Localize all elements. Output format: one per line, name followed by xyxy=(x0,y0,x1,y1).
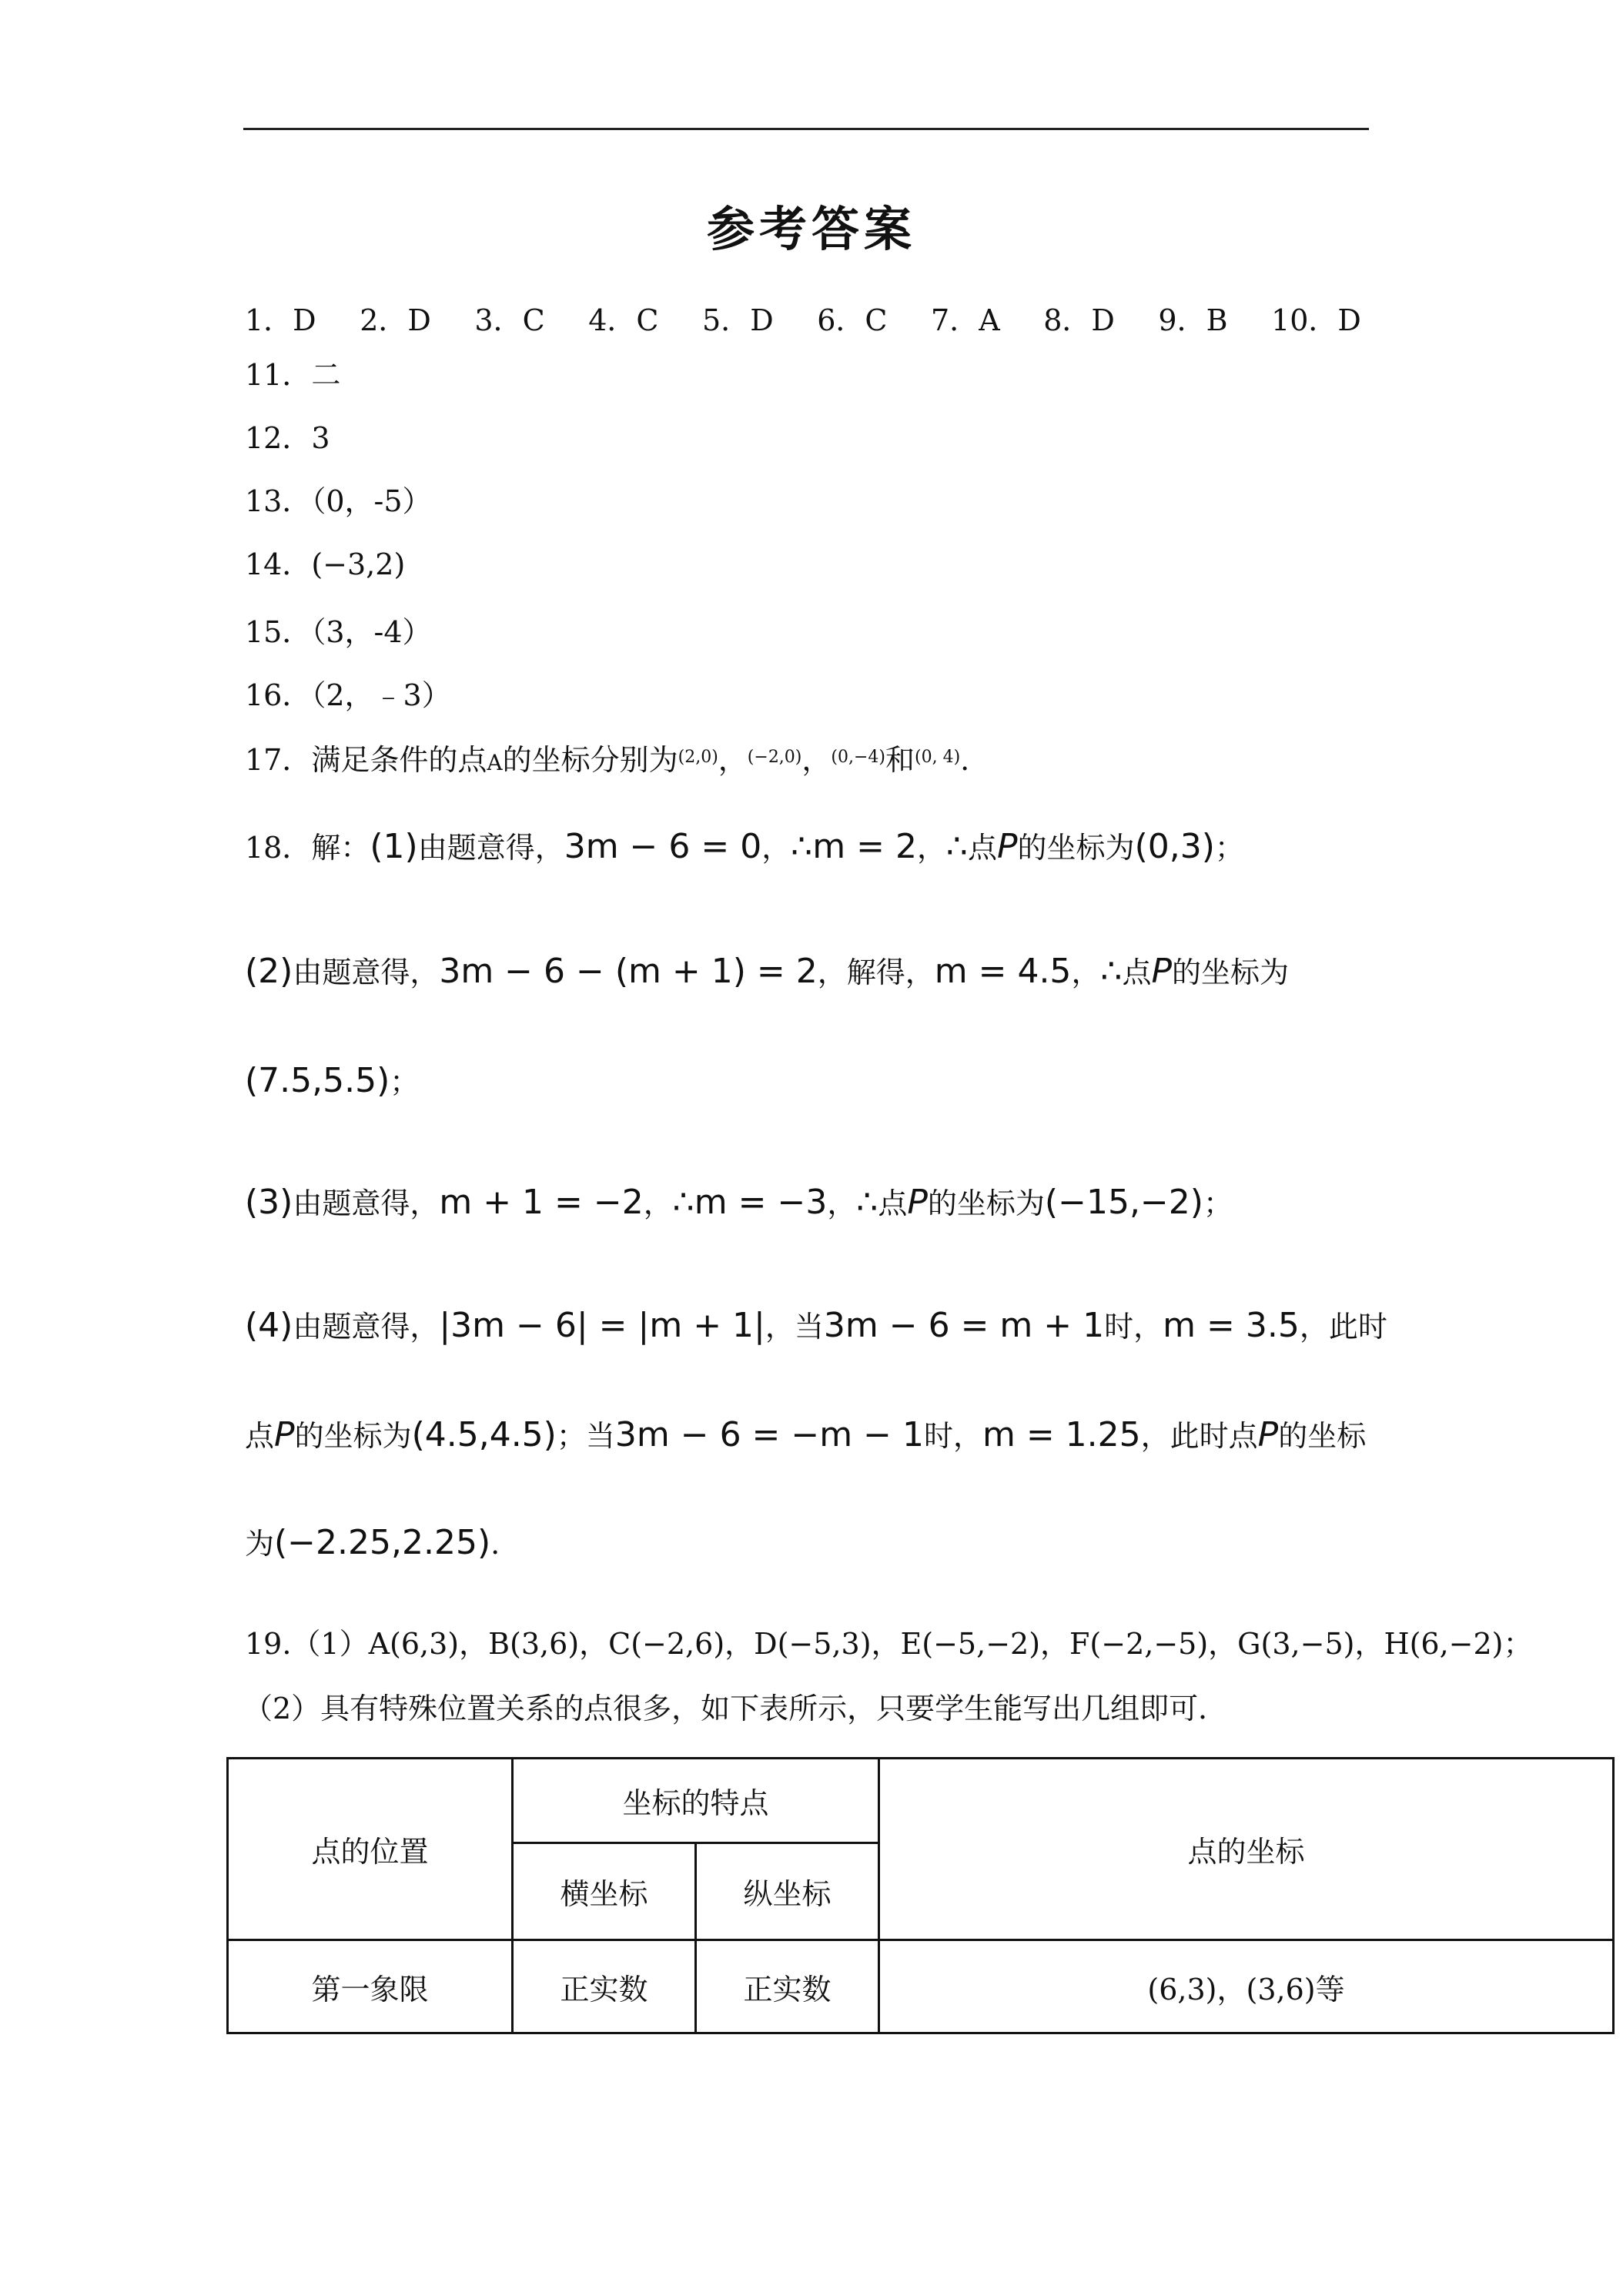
header-feature: 坐标的特点 xyxy=(513,1759,879,1843)
answer-15: 15．（3，-4） xyxy=(245,615,432,649)
point-label: P xyxy=(1151,952,1173,991)
text: 的坐标为 xyxy=(294,1419,412,1453)
text: 为 xyxy=(245,1527,275,1561)
answer-14-value: (−3,2) xyxy=(311,547,406,581)
coordinate: (−2.25,2.25) xyxy=(274,1523,491,1562)
equation: 3m − 6 = −m − 1 xyxy=(614,1415,924,1454)
therefore-symbol: ∴ xyxy=(856,1183,878,1222)
part-label: (4) xyxy=(245,1306,293,1345)
point-label: A xyxy=(487,750,503,775)
coordinate: (−15,−2) xyxy=(1044,1183,1203,1222)
text: 由题意得， xyxy=(417,831,564,865)
text: 时， xyxy=(923,1419,982,1453)
header-x: 横坐标 xyxy=(513,1843,696,1940)
coordinate: (0,−4) xyxy=(831,748,885,767)
point-label: P xyxy=(1257,1415,1279,1454)
text: 点 xyxy=(878,1186,908,1220)
text: ， xyxy=(916,831,946,865)
text: ，此时 xyxy=(1299,1310,1387,1344)
coordinate: (2,0) xyxy=(678,748,718,767)
coordinate: (0, 4) xyxy=(915,748,961,767)
equation: m + 1 = −2 xyxy=(439,1183,644,1222)
therefore-symbol: ∴ xyxy=(1100,952,1123,991)
period: . xyxy=(960,743,970,777)
answer-11: 11．二 xyxy=(245,358,341,392)
text: ；当 xyxy=(556,1419,615,1453)
text: ， xyxy=(643,1186,673,1220)
equation: |3m − 6| = |m + 1| xyxy=(439,1306,765,1345)
text: ， xyxy=(761,831,791,865)
answer-19-line-1: 19.（1）A(6,3)，B(3,6)，C(−2,6)，D(−5,3)，E(−5,−2)，F(−2,−5)，G(3,−5)，H(6,−2)； xyxy=(245,1627,1533,1661)
answer-14 xyxy=(245,547,406,581)
mcq-answer: 1．D xyxy=(245,303,316,337)
cell-y: 正实数 xyxy=(696,1940,879,2033)
coordinate: (4.5,4.5) xyxy=(411,1415,557,1454)
part-label: (3) xyxy=(245,1183,293,1222)
mcq-answers xyxy=(245,296,1361,339)
equation: 3m − 6 − (m + 1) = 2 xyxy=(439,952,818,991)
cell-x: 正实数 xyxy=(513,1940,696,2033)
part-label: (1) xyxy=(370,827,418,866)
answer-12: 12．3 xyxy=(245,421,330,455)
point-label: P xyxy=(274,1415,295,1454)
text: ，此时点 xyxy=(1140,1419,1258,1453)
answer-18-line-2 xyxy=(245,952,1290,991)
mcq-answer: 3．C xyxy=(474,303,545,337)
cell-position: 第一象限 xyxy=(228,1940,513,2033)
mcq-answer: 9．B xyxy=(1158,303,1228,337)
separator: ， xyxy=(718,743,748,777)
coordinate: (−2,0) xyxy=(747,748,802,767)
answer-17-text: 和 xyxy=(885,743,915,777)
part-label: (2) xyxy=(245,952,293,991)
text: 的坐标为 xyxy=(927,1186,1045,1220)
mcq-answer: 7．A xyxy=(931,303,1000,337)
mcq-answer: 4．C xyxy=(588,303,659,337)
answer-18-line-6 xyxy=(245,1415,1367,1454)
answer-16: 16．（2，﹣3） xyxy=(245,678,451,712)
answer-18-line-1 xyxy=(245,827,1244,866)
text: 时， xyxy=(1104,1310,1163,1344)
header-coordinates: 点的坐标 xyxy=(879,1759,1614,1940)
equation: ∴m = 2 xyxy=(791,827,917,866)
answer-18-line-7 xyxy=(245,1523,500,1562)
text: 的坐标为 xyxy=(1172,956,1290,989)
text: 由题意得， xyxy=(293,1186,440,1220)
header-y: 纵坐标 xyxy=(696,1843,879,1940)
equation: m = 4.5 xyxy=(934,952,1072,991)
mcq-answer: 10．D xyxy=(1271,303,1361,337)
answer-18-number: 18． xyxy=(245,831,312,865)
therefore-symbol: ∴ xyxy=(945,827,968,866)
answer-18-line-3 xyxy=(245,1061,420,1100)
mcq-answer: 5．D xyxy=(702,303,774,337)
mcq-answer: 6．C xyxy=(817,303,888,337)
header-rule xyxy=(243,128,1369,130)
text: 的坐标 xyxy=(1278,1419,1367,1453)
text: 由题意得， xyxy=(293,1310,440,1344)
answer-17-text: 的坐标分别为 xyxy=(502,743,678,777)
text: ； xyxy=(1203,1186,1233,1220)
equation: 3m − 6 = m + 1 xyxy=(823,1306,1105,1345)
equation: m = 1.25 xyxy=(982,1415,1141,1454)
answer-17 xyxy=(245,745,969,775)
equation: m = 3.5 xyxy=(1163,1306,1300,1345)
table-row xyxy=(228,1940,1614,2033)
text: ； xyxy=(1214,831,1244,865)
text: ； xyxy=(390,1065,420,1099)
text: 点 xyxy=(1122,956,1152,989)
separator: ， xyxy=(801,743,832,777)
cell-coordinates: (6,3)，(3,6)等 xyxy=(879,1940,1614,2033)
mcq-answer: 2．D xyxy=(360,303,431,337)
text: 由题意得， xyxy=(293,956,440,989)
answer-19-line-2: （2）具有特殊位置关系的点很多，如下表所示，只要学生能写出几组即可． xyxy=(243,1692,1228,1725)
page-title: 参考答案 xyxy=(706,201,916,257)
text: ，解得， xyxy=(817,956,935,989)
coordinate: (7.5,5.5) xyxy=(245,1061,390,1100)
point-label: P xyxy=(907,1183,928,1222)
header-position: 点的位置 xyxy=(228,1759,513,1940)
equation: 3m − 6 = 0 xyxy=(564,827,762,866)
solution-lead: 解： xyxy=(311,831,370,865)
answer-14-number: 14． xyxy=(245,547,312,581)
answer-18-line-5 xyxy=(245,1306,1387,1345)
text: 点 xyxy=(967,831,997,865)
text: 点 xyxy=(245,1419,275,1453)
answer-17-text: 满足条件的点 xyxy=(311,743,487,777)
text: ，当 xyxy=(765,1310,824,1344)
text: ， xyxy=(827,1186,857,1220)
text: . xyxy=(490,1527,500,1561)
point-label: P xyxy=(997,827,1018,866)
answer-18-line-4 xyxy=(245,1183,1233,1222)
coordinates-table xyxy=(226,1757,1615,2034)
text: 的坐标为 xyxy=(1017,831,1135,865)
answer-13: 13．（0，-5） xyxy=(245,484,432,518)
equation: ∴m = −3 xyxy=(672,1183,828,1222)
text: ， xyxy=(1071,956,1101,989)
coordinate: (0,3) xyxy=(1134,827,1215,866)
mcq-answer: 8．D xyxy=(1043,303,1115,337)
answer-17-number: 17． xyxy=(245,743,312,777)
